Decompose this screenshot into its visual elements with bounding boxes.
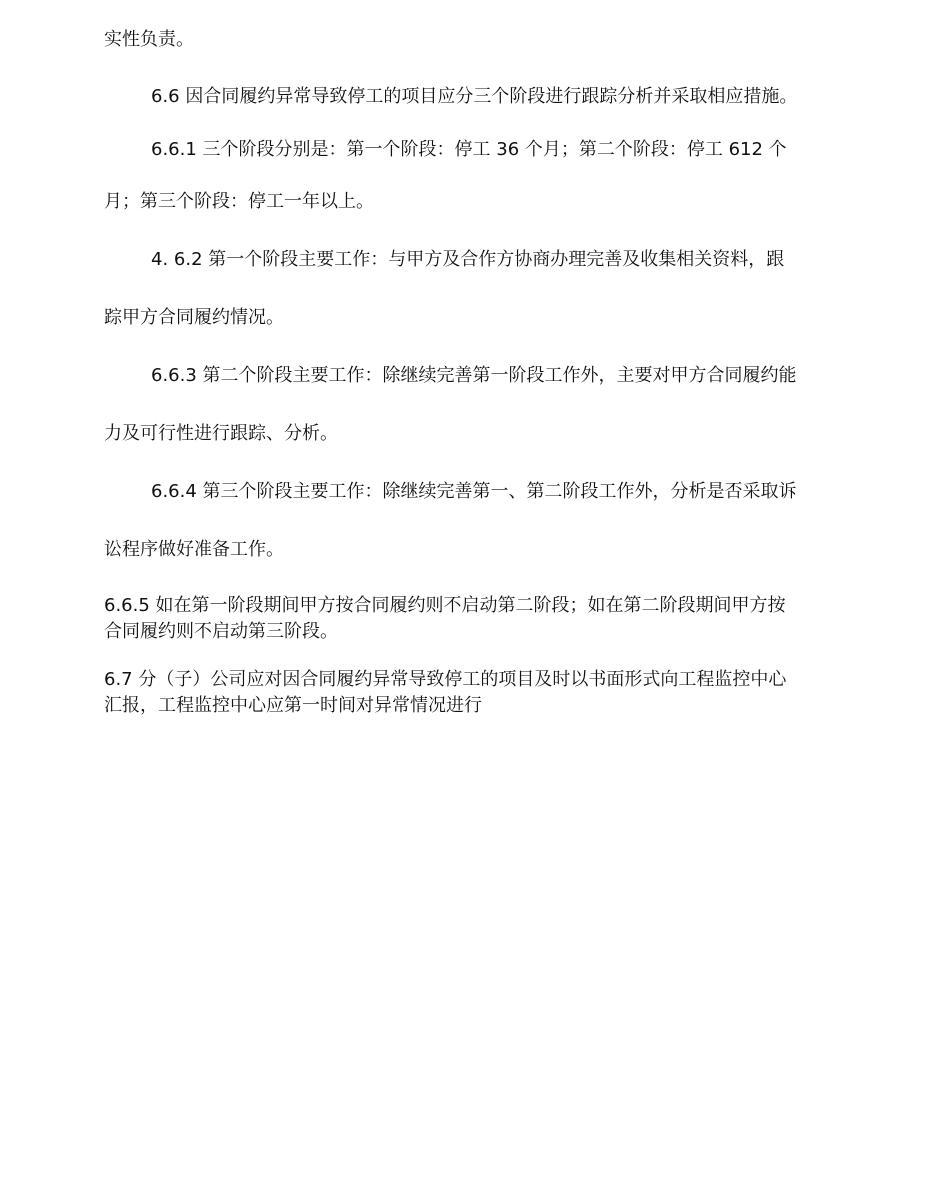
section-6-6-3: 6.6.3 第二个阶段主要工作：除继续完善第一阶段工作外，主要对甲方合同履约能 (151, 365, 797, 386)
text-line: 力及可行性进行跟踪、分析。 (104, 423, 338, 444)
section-6-6-5: 6.6.5 如在第一阶段期间甲方按合同履约则不启动第二阶段；如在第二阶段期间甲方按 (104, 595, 786, 616)
section-6-6-4: 6.6.4 第三个阶段主要工作：除继续完善第一、第二阶段工作外，分析是否采取诉 (151, 481, 797, 502)
text-line: 踪甲方合同履约情况。 (104, 307, 284, 328)
section-6-6-1: 6.6.1 三个阶段分别是：第一个阶段：停工 36 个月；第二个阶段：停工 612 个 (151, 139, 787, 160)
text-line: 讼程序做好准备工作。 (104, 539, 284, 560)
text-line: 合同履约则不启动第三阶段。 (104, 621, 338, 642)
section-6-7: 6.7 分（子）公司应对因合同履约异常导致停工的项目及时以书面形式向工程监控中心 (104, 669, 787, 690)
text-line: 月；第三个阶段：停工一年以上。 (104, 191, 374, 212)
section-6-6-2: 4. 6.2 第一个阶段主要工作：与甲方及合作方协商办理完善及收集相关资料，跟 (151, 249, 785, 270)
text-line: 实性负责。 (104, 29, 194, 50)
text-line: 汇报，工程监控中心应第一时间对异常情况进行 (104, 695, 482, 716)
section-6-6: 6.6 因合同履约异常导致停工的项目应分三个阶段进行跟踪分析并采取相应措施。 (151, 86, 798, 107)
